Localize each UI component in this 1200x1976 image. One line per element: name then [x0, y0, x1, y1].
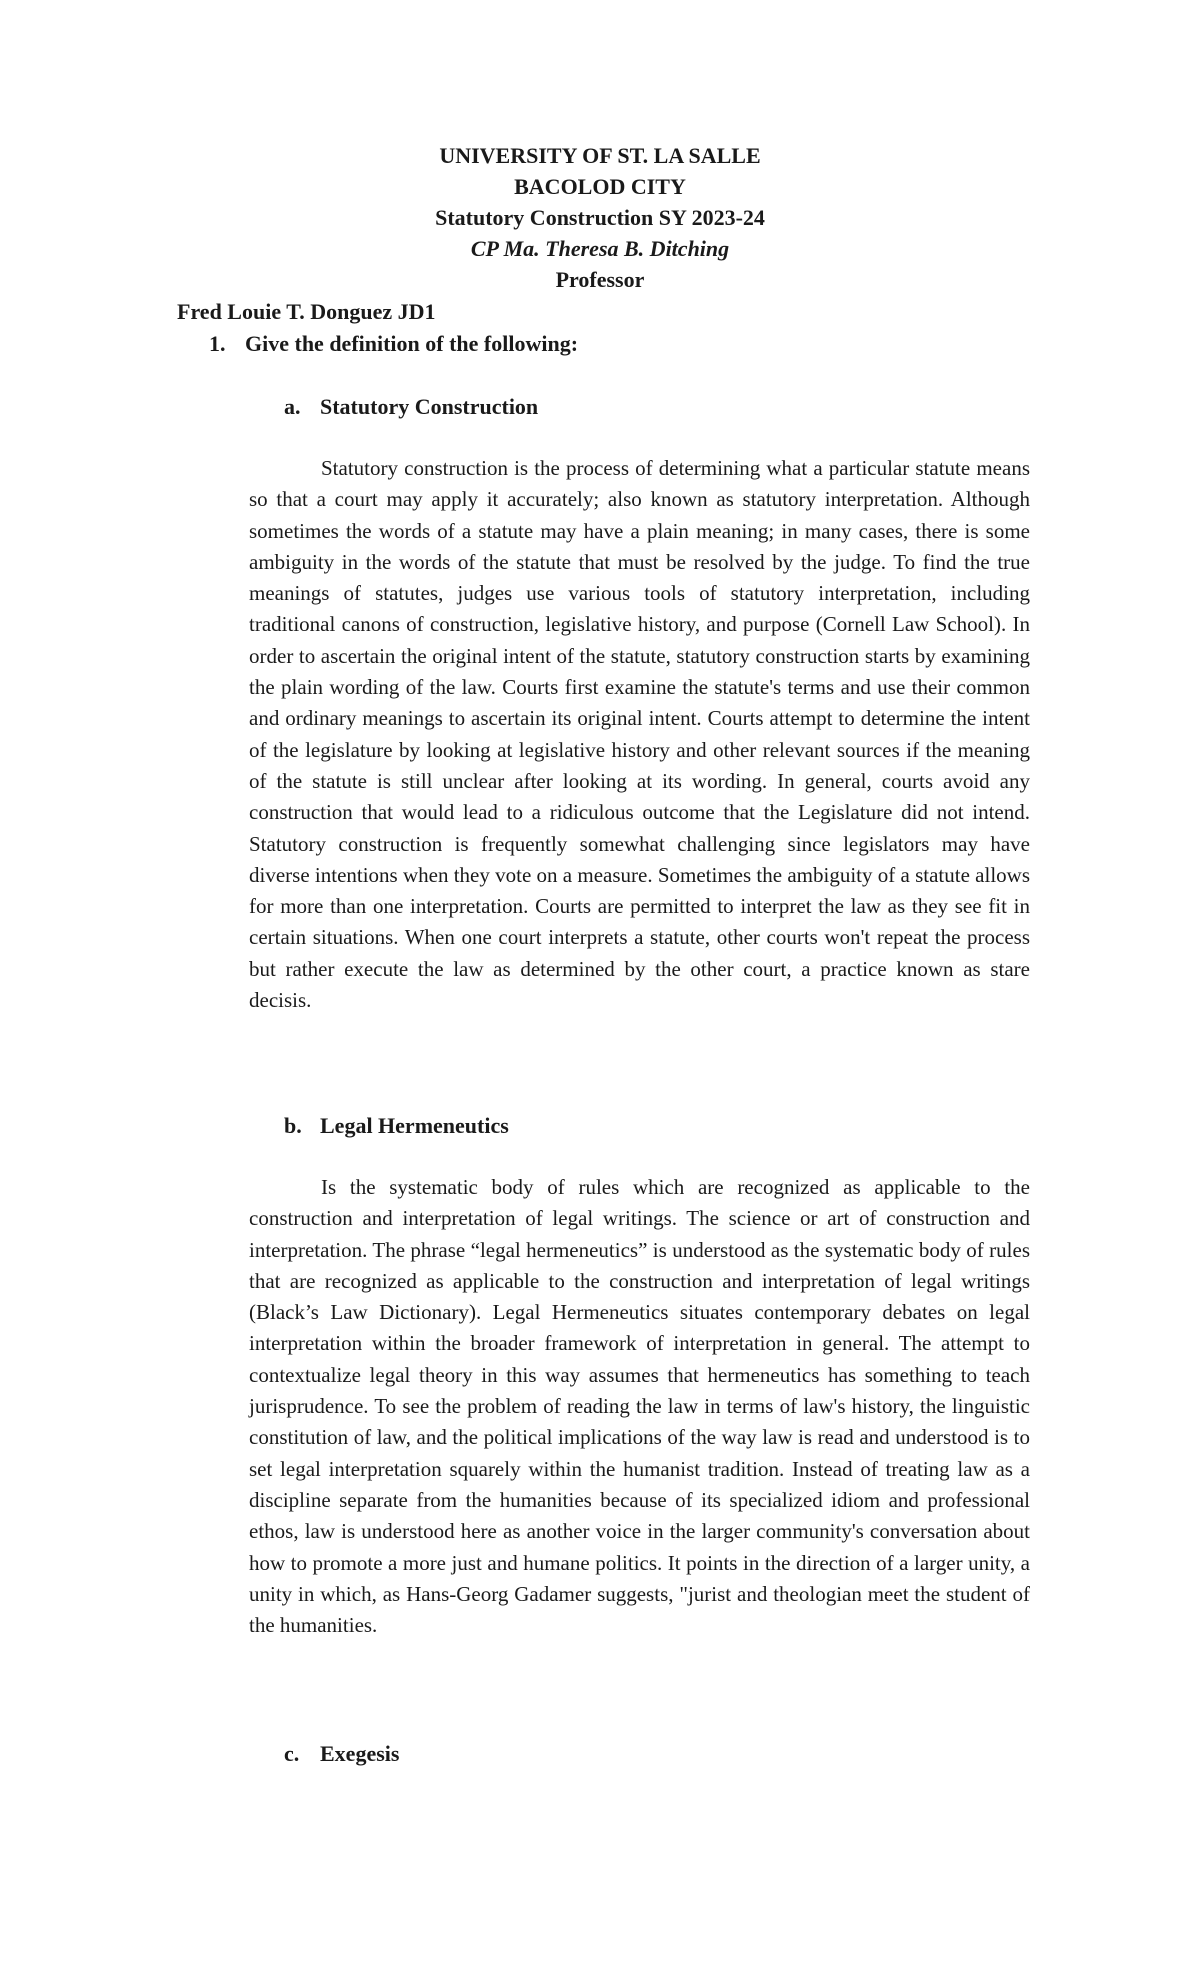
- section-letter: a.: [284, 394, 301, 419]
- section-body-statutory-construction: Statutory construction is the process of determining what a particular statute means so that a court may apply it accurately; also known as statutory interpretation. Although sometimes the words of a statute may have a plain meaning; in many cases, there is some ambiguity in the words of the statute that must be resolved by the judge. To find the true meanings of statutes, judges use various tools of statutory interpretation, including traditional canons of construction, legislative history, and purpose (Cornell Law School). In order to ascertain the original intent of the statute, statutory construction starts by examining the plain wording of the law. Courts first examine the statute's terms and use their common and ordinary meanings to ascertain its original intent. Courts attempt to determine the intent of the legislature by looking at legislative history and other relevant sources if the meaning of the statute is still unclear after looking at its wording. In general, courts avoid any construction that would lead to a ridiculous outcome that the Legislature did not intend. Statutory construction is frequently somewhat challenging since legislators may have diverse intentions when they vote on a measure. Sometimes the ambiguity of a statute allows for more than one interpretation. Courts are permitted to interpret the law as they see fit in certain situations. When one court interprets a statute, other courts won't repeat the process but rather execute the law as determined by the other court, a practice known as stare decisis.: [249, 456, 1030, 1013]
- question-heading: [209, 328, 578, 359]
- section-letter: c.: [284, 1741, 300, 1766]
- section-heading-statutory-construction: [284, 391, 538, 422]
- document-header: [0, 140, 1200, 295]
- section-heading-legal-hermeneutics: [284, 1110, 509, 1141]
- instructor-name: CP Ma. Theresa B. Ditching: [470, 236, 730, 261]
- course-title: Statutory Construction SY 2023-24: [435, 205, 765, 230]
- section-heading-exegesis: [284, 1738, 399, 1769]
- student-name: Fred Louie T. Donguez JD1: [177, 299, 436, 324]
- city-name: BACOLOD CITY: [514, 174, 686, 199]
- section-title: Statutory Construction: [320, 394, 539, 419]
- question-text: Give the definition of the following:: [245, 331, 579, 356]
- section-body-legal-hermeneutics: Is the systematic body of rules which are recognized as applicable to the construction and interpretation of legal writings. The science or art of construction and interpretation. The phrase “legal hermeneutics” is understood as the systematic body of rules that are recognized as applicable to the construction and interpretation of legal writings (Black’s Law Dictionary). Legal Hermeneutics situates contemporary debates on legal interpretation within the broader framework of interpretation in general. The attempt to contextualize legal theory in this way assumes that hermeneutics has something to teach jurisprudence. To see the problem of reading the law in terms of law's history, the linguistic constitution of law, and the political implications of the way law is read and understood is to set legal interpretation squarely within the humanist tradition. Instead of treating law as a discipline separate from the humanities because of its specialized idiom and professional ethos, law is understood here as another voice in the larger community's conversation about how to promote a more just and humane politics. It points in the direction of a larger unity, a unity in which, as Hans-Georg Gadamer suggests, "jurist and theologian meet the student of the humanities.: [249, 1175, 1030, 1638]
- university-name: UNIVERSITY OF ST. LA SALLE: [439, 143, 761, 168]
- section-title: Legal Hermeneutics: [320, 1113, 509, 1138]
- question-number: 1.: [209, 331, 226, 356]
- section-title: Exegesis: [320, 1741, 400, 1766]
- section-letter: b.: [284, 1113, 302, 1138]
- instructor-role: Professor: [555, 267, 645, 292]
